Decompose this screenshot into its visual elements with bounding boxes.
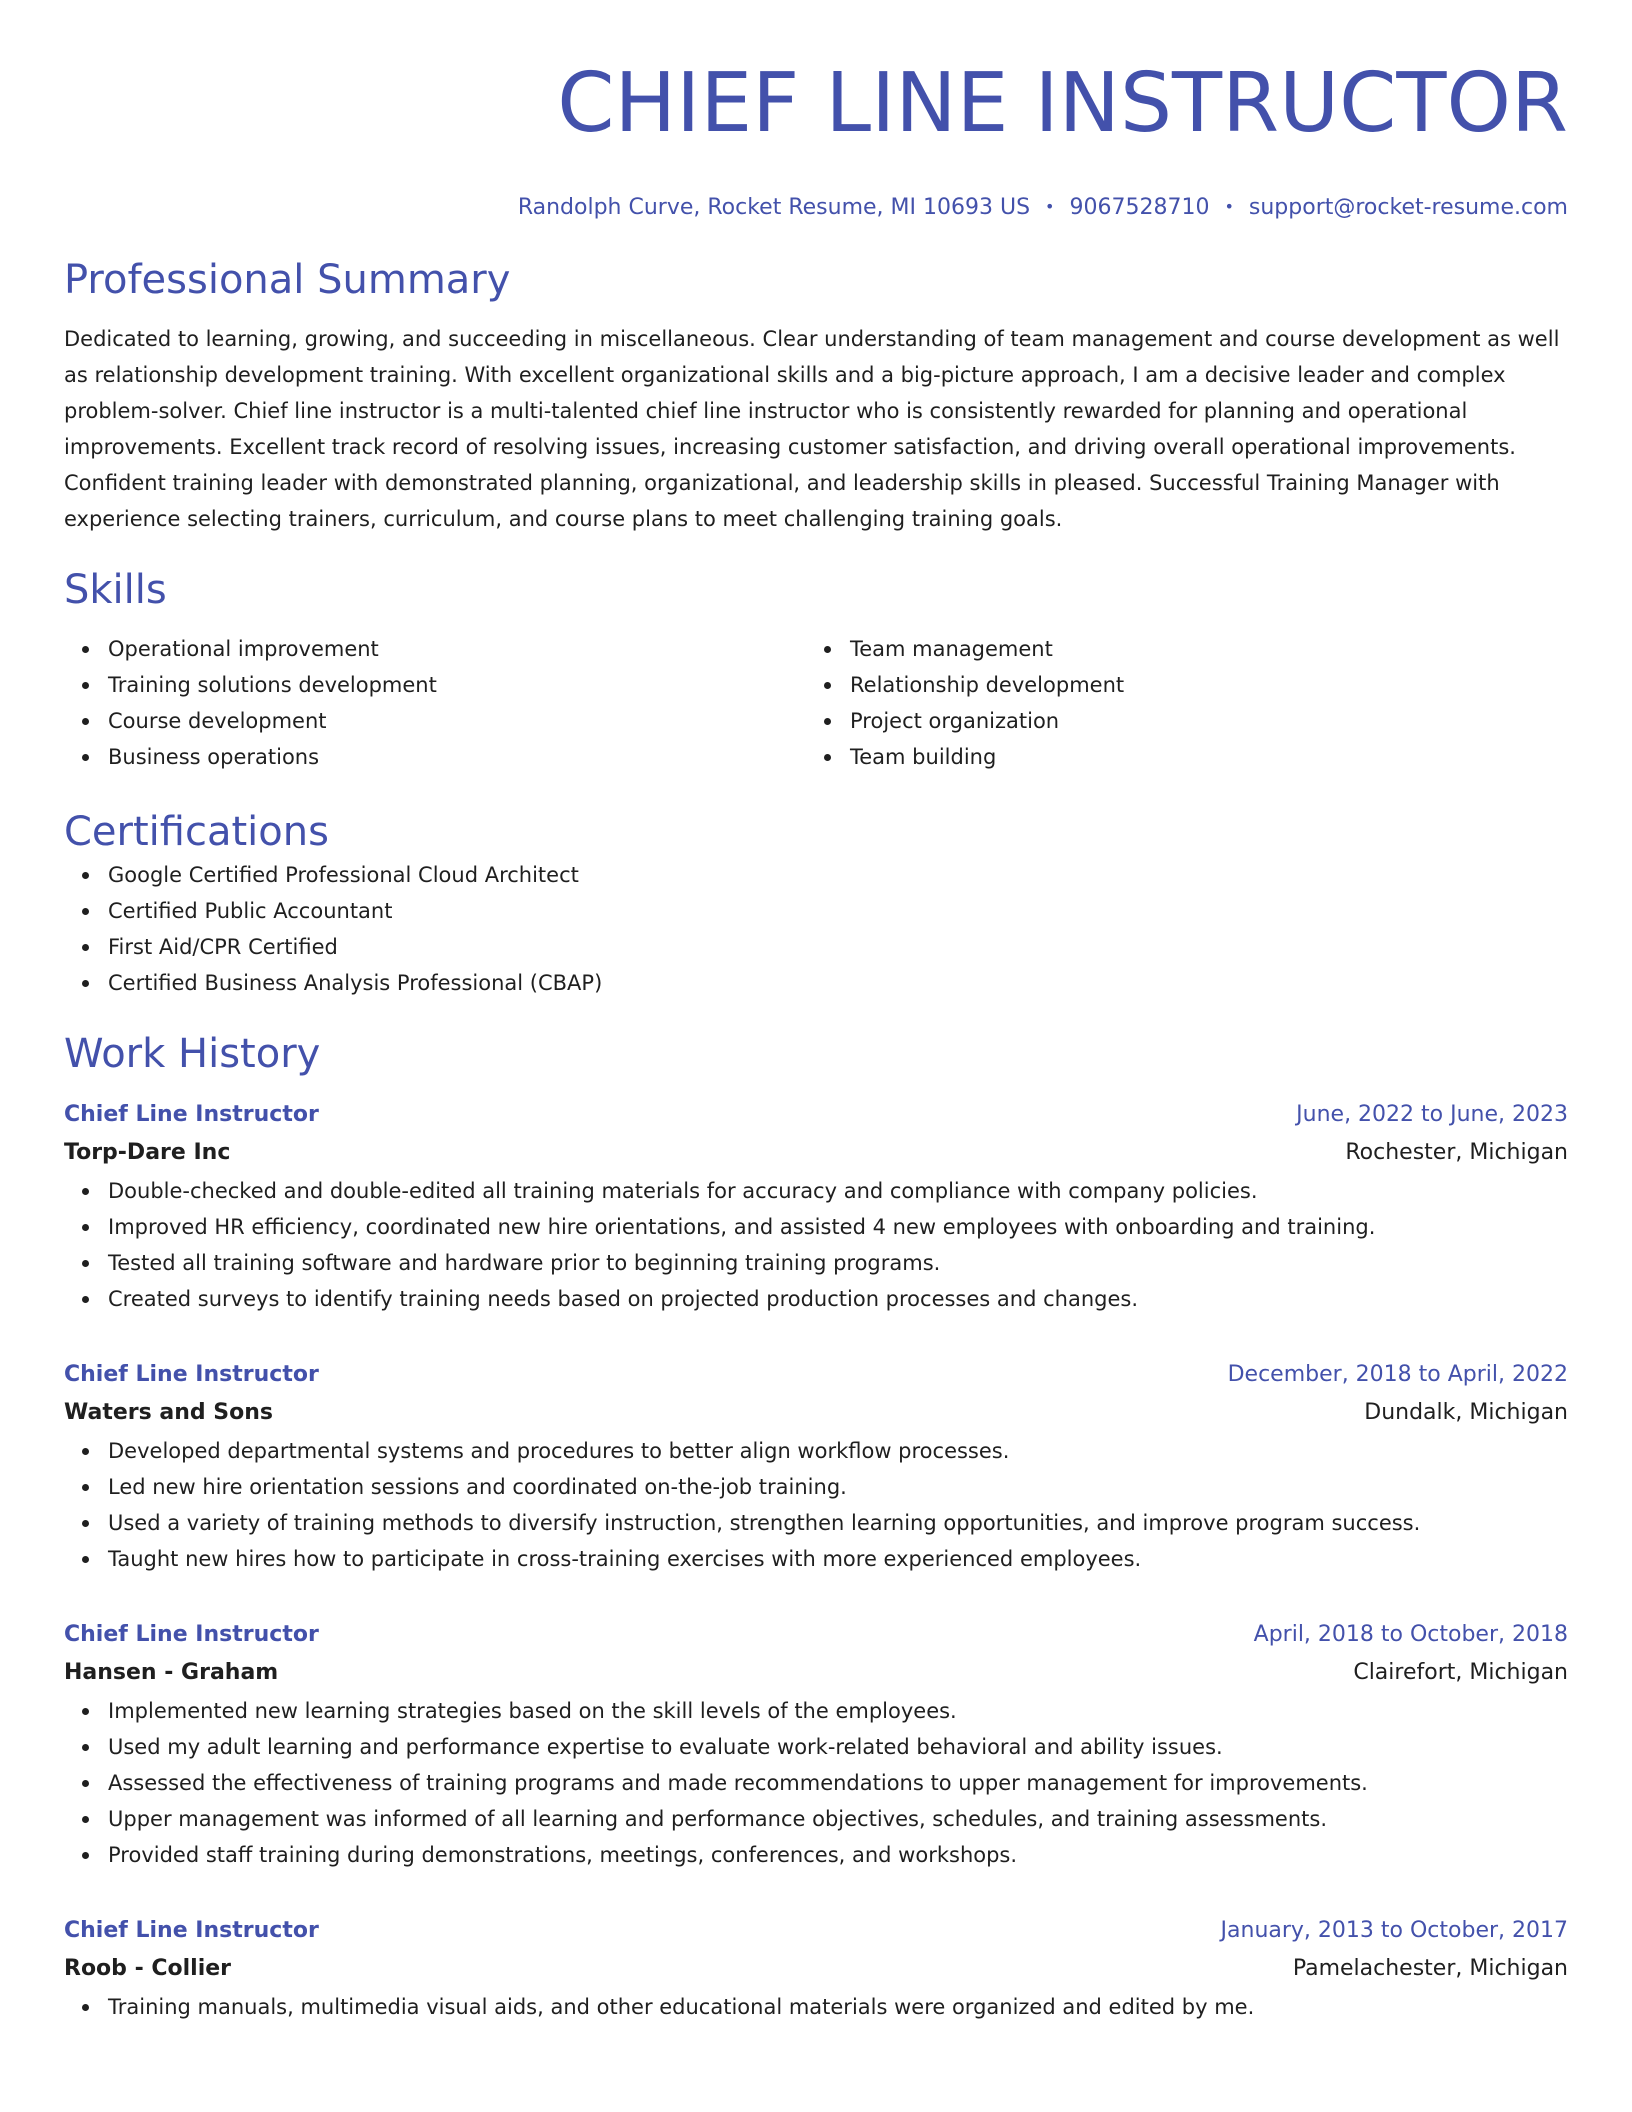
job-dates: June, 2022 to June, 2023 bbox=[1296, 1102, 1568, 1127]
job-bullet: Tested all training software and hardware prior to beginning training programs. bbox=[64, 1245, 1568, 1281]
job-bullets bbox=[64, 1693, 1568, 1873]
job-company: Roob - Collier bbox=[64, 1956, 232, 1981]
job-company-row bbox=[64, 1949, 1568, 1989]
job-company: Torp-Dare Inc bbox=[64, 1140, 231, 1165]
job-company-row bbox=[64, 1393, 1568, 1433]
contact-separator: • bbox=[1045, 197, 1055, 216]
job-dates: April, 2018 to October, 2018 bbox=[1253, 1622, 1568, 1647]
job-company-row bbox=[64, 1653, 1568, 1693]
contact-separator: • bbox=[1224, 197, 1234, 216]
certification-item: Certified Public Accountant bbox=[64, 893, 1568, 929]
skill-item: Business operations bbox=[64, 739, 806, 775]
job-bullet: Implemented new learning strategies based on the skill levels of the employees. bbox=[64, 1693, 1568, 1729]
job-company: Hansen - Graham bbox=[64, 1660, 279, 1685]
skill-item: Team management bbox=[806, 631, 1548, 667]
job-bullet: Used a variety of training methods to diversify instruction, strengthen learning opportunities, and improve program success. bbox=[64, 1505, 1568, 1541]
certification-item: Certified Business Analysis Professional (CBAP) bbox=[64, 965, 1568, 1001]
contact-line bbox=[64, 192, 1568, 223]
job-entry bbox=[64, 1357, 1568, 1577]
job-dates: January, 2013 to October, 2017 bbox=[1220, 1918, 1568, 1943]
certification-item: First Aid/CPR Certified bbox=[64, 929, 1568, 965]
job-bullet: Improved HR efficiency, coordinated new hire orientations, and assisted 4 new employees with onboarding and training. bbox=[64, 1209, 1568, 1245]
job-title: Chief Line Instructor bbox=[64, 1362, 319, 1387]
contact-address: Randolph Curve, Rocket Resume, MI 10693 US bbox=[517, 195, 1031, 220]
job-bullet: Led new hire orientation sessions and coordinated on-the-job training. bbox=[64, 1469, 1568, 1505]
certifications-list bbox=[64, 857, 1568, 1001]
job-bullet: Double-checked and double-edited all training materials for accuracy and compliance with company policies. bbox=[64, 1173, 1568, 1209]
job-bullet: Developed departmental systems and procedures to better align workflow processes. bbox=[64, 1433, 1568, 1469]
summary-text: Dedicated to learning, growing, and succeeding in miscellaneous. Clear understanding of team management and course development as well as relationship development training. With excellent organizational skills and a big-picture approach, I am a decisive leader and complex problem-solver. Chief line instructor is a multi-talented chief line instructor who is consistently rewarded for planning and operational improvements. Excellent track record of resolving issues, increasing customer satisfaction, and driving overall operational improvements. Confident training leader with demonstrated planning, organizational, and leadership skills in pleased. Successful Training Manager with experience selecting trainers, curriculum, and course plans to meet challenging training goals. bbox=[64, 327, 1560, 531]
job-bullet: Used my adult learning and performance expertise to evaluate work-related behavioral and ability issues. bbox=[64, 1729, 1568, 1765]
skill-item: Project organization bbox=[806, 703, 1548, 739]
job-location: Dundalk, Michigan bbox=[1364, 1400, 1568, 1425]
resume-name: CHIEF LINE INSTRUCTOR bbox=[557, 56, 1568, 151]
work-history-heading: Work History bbox=[64, 1031, 321, 1077]
job-bullet: Upper management was informed of all learning and performance objectives, schedules, and training assessments. bbox=[64, 1801, 1568, 1837]
job-bullets bbox=[64, 1989, 1568, 2025]
skill-item: Operational improvement bbox=[64, 631, 806, 667]
job-company: Waters and Sons bbox=[64, 1400, 273, 1425]
skills-column-right bbox=[806, 631, 1548, 775]
skills-column-left bbox=[64, 631, 806, 775]
job-bullets bbox=[64, 1173, 1568, 1317]
job-location: Pamelachester, Michigan bbox=[1292, 1956, 1568, 1981]
job-location: Clairefort, Michigan bbox=[1353, 1660, 1568, 1685]
job-entry bbox=[64, 1097, 1568, 1317]
job-title-row bbox=[64, 1617, 1568, 1653]
certifications-heading: Certifications bbox=[64, 809, 329, 855]
job-entry bbox=[64, 1913, 1568, 2025]
job-company-row bbox=[64, 1133, 1568, 1173]
job-title-row bbox=[64, 1097, 1568, 1133]
skills-heading: Skills bbox=[64, 567, 167, 613]
job-entry bbox=[64, 1617, 1568, 1873]
job-bullet: Taught new hires how to participate in cross-training exercises with more experienced employees. bbox=[64, 1541, 1568, 1577]
contact-phone: 9067528710 bbox=[1069, 195, 1210, 220]
skill-item: Course development bbox=[64, 703, 806, 739]
job-bullet: Assessed the effectiveness of training programs and made recommendations to upper management for improvements. bbox=[64, 1765, 1568, 1801]
job-title-row bbox=[64, 1913, 1568, 1949]
job-bullet: Training manuals, multimedia visual aids, and other educational materials were organized and edited by me. bbox=[64, 1989, 1568, 2025]
summary-heading: Professional Summary bbox=[64, 257, 511, 303]
skills-list bbox=[64, 631, 1568, 775]
resume-page bbox=[64, 0, 1568, 2025]
job-location: Rochester, Michigan bbox=[1345, 1140, 1568, 1165]
job-title: Chief Line Instructor bbox=[64, 1918, 319, 1943]
job-bullets bbox=[64, 1433, 1568, 1577]
job-title: Chief Line Instructor bbox=[64, 1102, 319, 1127]
contact-email[interactable]: support@rocket-resume.com bbox=[1248, 195, 1568, 220]
job-bullet: Provided staff training during demonstrations, meetings, conferences, and workshops. bbox=[64, 1837, 1568, 1873]
certification-item: Google Certified Professional Cloud Architect bbox=[64, 857, 1568, 893]
job-bullet: Created surveys to identify training needs based on projected production processes and changes. bbox=[64, 1281, 1568, 1317]
job-title: Chief Line Instructor bbox=[64, 1622, 319, 1647]
skill-item: Relationship development bbox=[806, 667, 1548, 703]
skill-item: Training solutions development bbox=[64, 667, 806, 703]
skill-item: Team building bbox=[806, 739, 1548, 775]
job-dates: December, 2018 to April, 2022 bbox=[1227, 1362, 1568, 1387]
job-title-row bbox=[64, 1357, 1568, 1393]
